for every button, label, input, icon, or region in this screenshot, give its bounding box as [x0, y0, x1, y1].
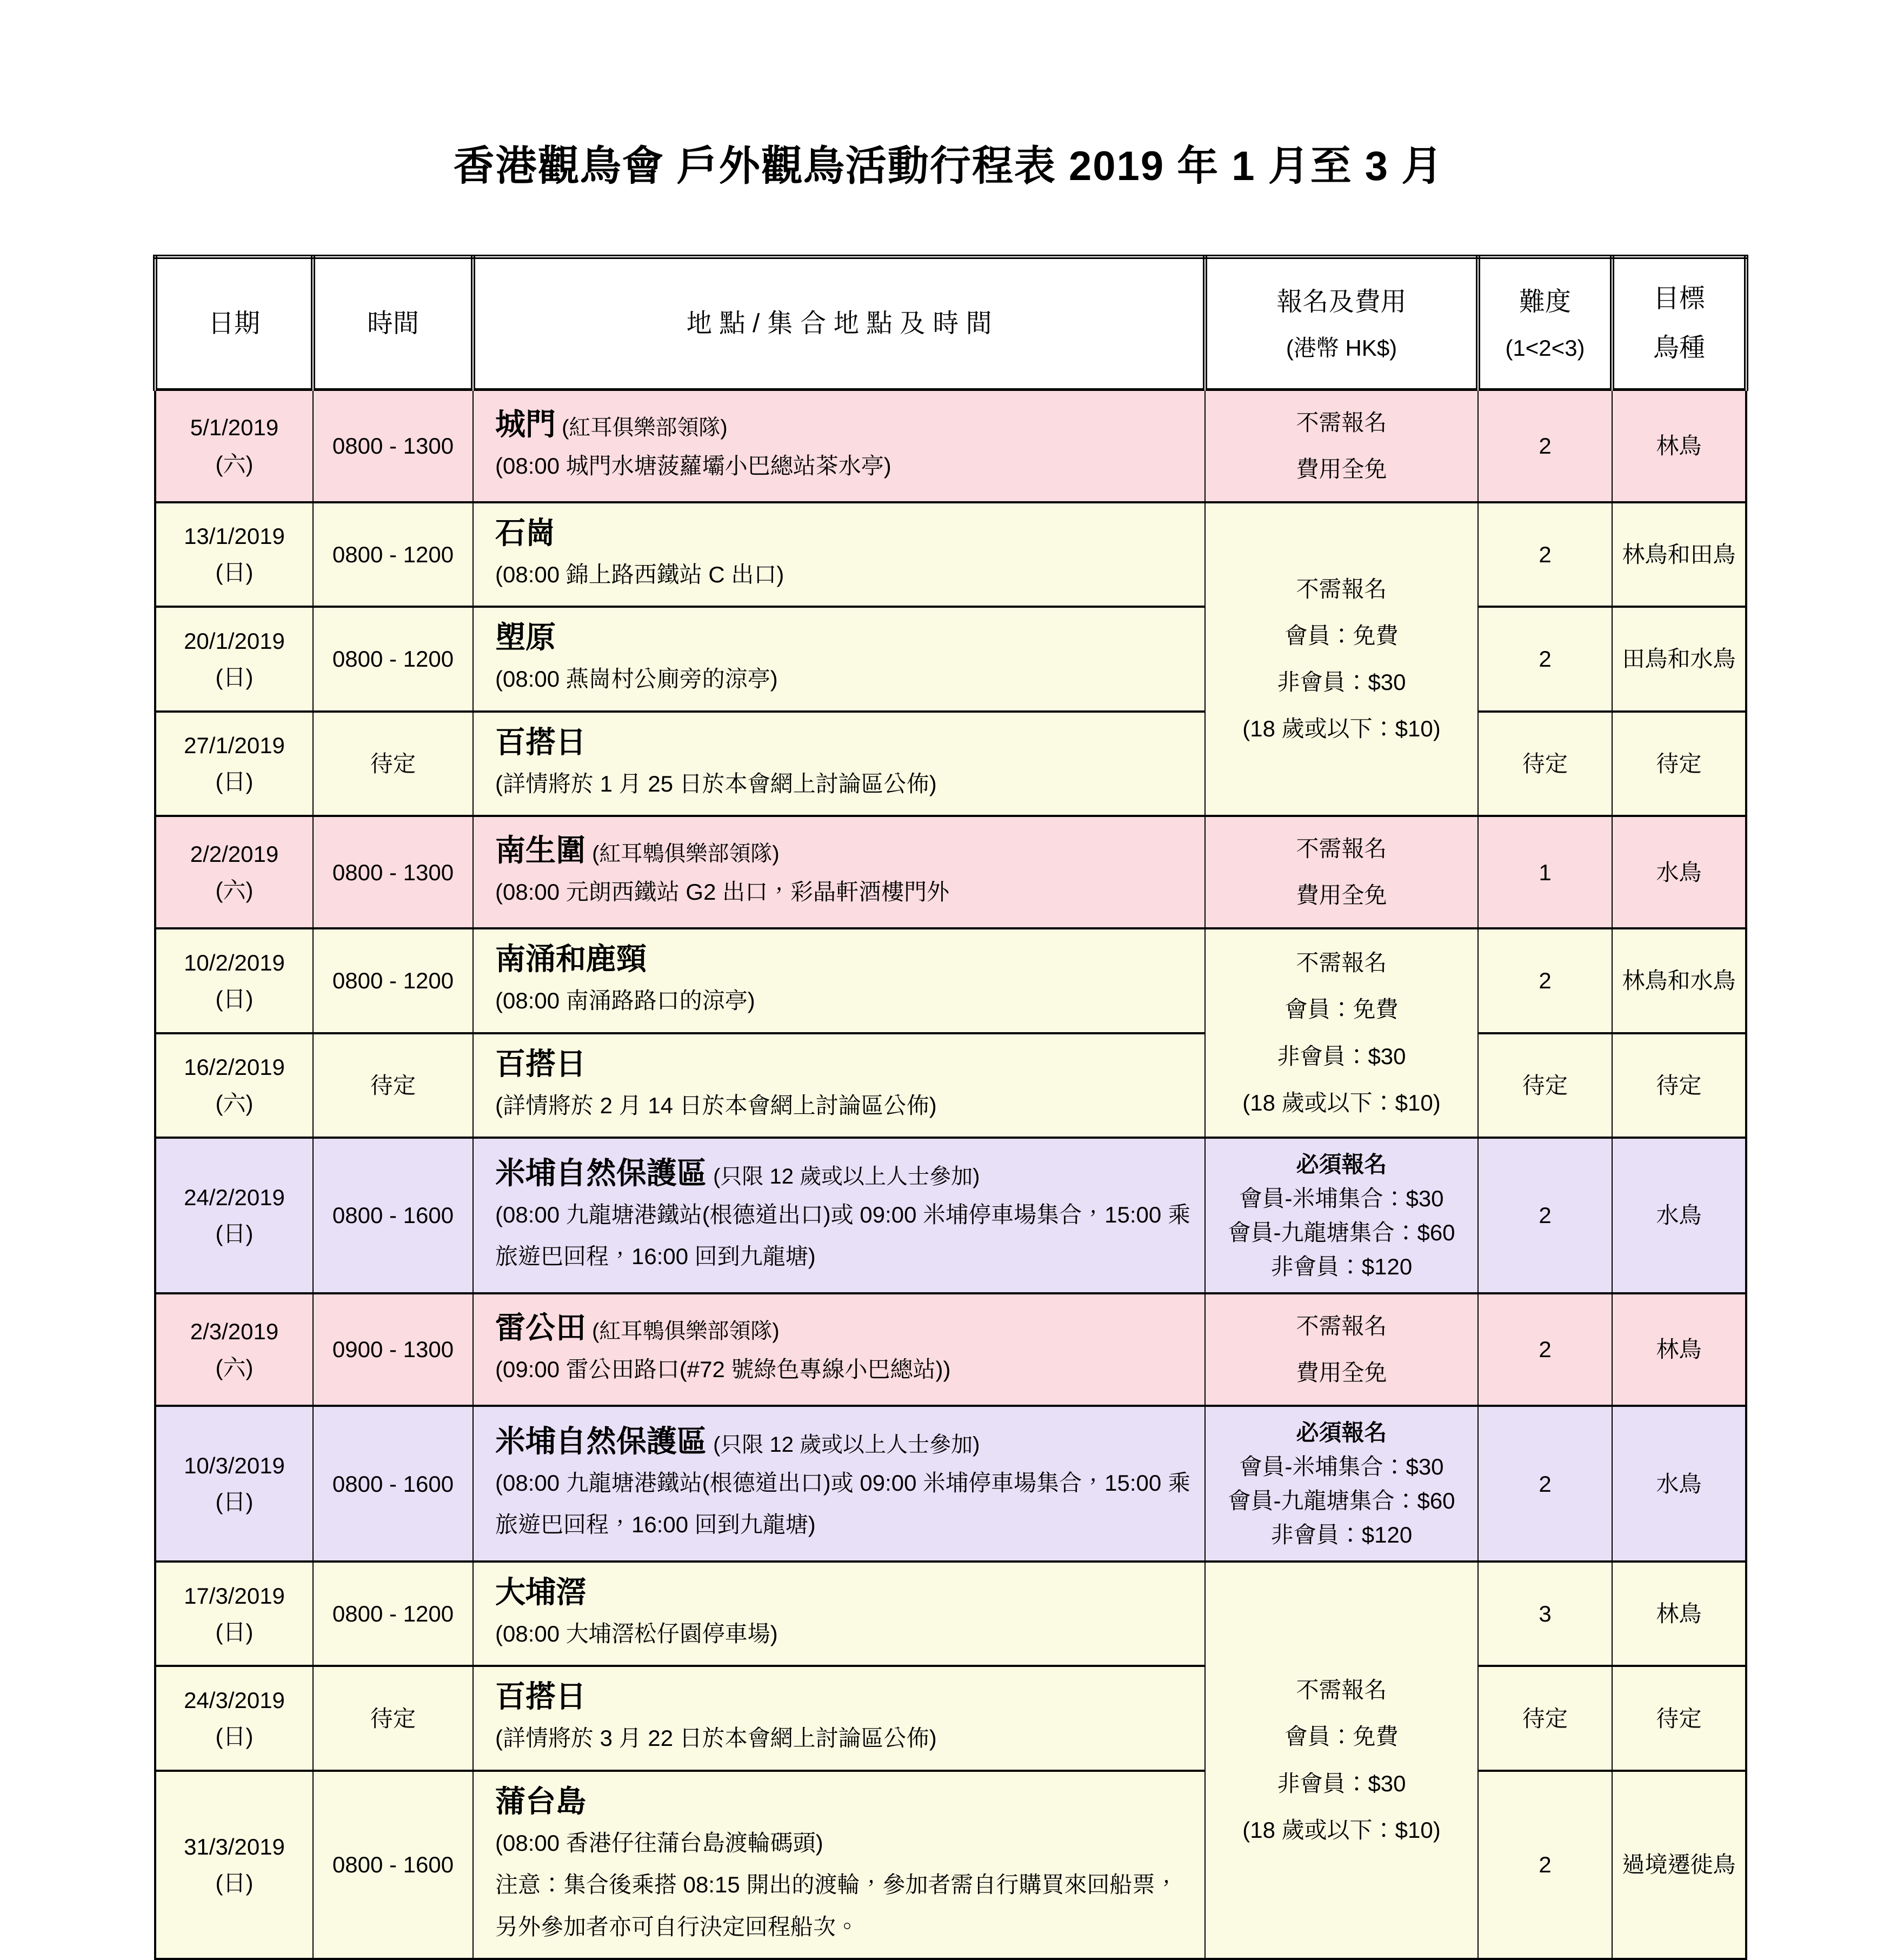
time-cell: 0800 - 1600 [313, 1406, 473, 1562]
event-location [495, 1783, 1190, 1821]
bird-type-cell: 林鳥 [1612, 1562, 1746, 1666]
table-row [155, 1406, 1746, 1562]
fee-cell [1205, 816, 1478, 928]
column-header-bird-type [1612, 257, 1746, 389]
event-weekday: (日) [215, 1870, 254, 1896]
time-cell: 0800 - 1300 [313, 816, 473, 928]
event-location [495, 514, 1190, 552]
column-header-bird-line2: 鳥種 [1653, 334, 1705, 363]
column-header-time-label: 時間 [367, 309, 419, 338]
fee-line: 費用全免 [1296, 456, 1387, 482]
location-cell [473, 389, 1205, 502]
fee-line: 非會員：$30 [1277, 1770, 1406, 1796]
table-row [155, 816, 1746, 928]
table-row [155, 928, 1746, 1033]
location-cell [473, 1406, 1205, 1562]
location-cell [473, 607, 1205, 711]
event-weekday: (六) [215, 878, 254, 903]
time-cell: 0800 - 1200 [313, 928, 473, 1033]
schedule-table-body [155, 389, 1746, 1959]
time-cell: 0800 - 1600 [313, 1138, 473, 1293]
fee-line: (18 歲或以下：$10) [1242, 715, 1441, 741]
date-cell [155, 712, 313, 816]
column-header-difficulty-label: 難度 [1519, 287, 1571, 316]
event-weekday: (六) [215, 451, 254, 477]
fee-line: 費用全免 [1296, 882, 1387, 908]
fee-cell [1205, 1406, 1478, 1562]
location-cell [473, 928, 1205, 1033]
location-cell [473, 502, 1205, 607]
location-cell [473, 816, 1205, 928]
difficulty-cell: 待定 [1478, 712, 1612, 816]
column-header-date-label: 日期 [208, 309, 260, 338]
date-cell [155, 607, 313, 711]
fee-line: 必須報名 [1296, 1151, 1387, 1177]
page-title: 香港觀鳥會 戶外觀鳥活動行程表 2019 年 1 月至 3 月 [453, 143, 1444, 189]
event-meeting-detail: (08:00 元朗西鐵站 G2 出口，彩晶軒酒樓門外 [495, 879, 950, 905]
schedule-table-header [155, 257, 1746, 389]
event-meeting-detail: (詳情將於 1 月 25 日於本會網上討論區公佈) [495, 770, 937, 796]
event-meeting-detail: (08:00 城門水塘菠蘿壩小巴總站茶水亭) [495, 453, 891, 479]
event-weekday: (日) [215, 1724, 254, 1750]
time-cell: 待定 [313, 712, 473, 816]
fee-line: (18 歲或以下：$10) [1242, 1089, 1441, 1115]
event-weekday: (六) [215, 1091, 254, 1117]
event-date: 2/2/2019 [190, 841, 279, 867]
event-location-name: 城門 [495, 407, 556, 441]
fee-line: 會員-九龍塘集合：$60 [1228, 1488, 1455, 1514]
location-cell [473, 1033, 1205, 1138]
event-meeting-detail: (詳情將於 2 月 14 日於本會網上討論區公佈) [495, 1092, 937, 1118]
fee-cell [1205, 1293, 1478, 1406]
fee-line: 不需報名 [1296, 1313, 1387, 1339]
fee-line: 會員-米埔集合：$30 [1239, 1185, 1444, 1211]
event-weekday: (日) [215, 1619, 254, 1645]
event-location [495, 1154, 1190, 1192]
event-meeting-detail: (詳情將於 3 月 22 日於本會網上討論區公佈) [495, 1725, 937, 1751]
bird-type-cell: 林鳥 [1612, 389, 1746, 502]
column-header-fee [1205, 257, 1478, 389]
fee-line: 非會員：$120 [1270, 1522, 1413, 1548]
table-row [155, 1771, 1746, 1959]
fee-line: 會員-九龍塘集合：$60 [1228, 1219, 1455, 1245]
fee-cell [1205, 928, 1478, 1138]
event-location-name: 百搭日 [495, 1046, 586, 1081]
event-leader-note: (紅耳鵯俱樂部領隊) [586, 842, 780, 866]
column-header-fee-currency: (港幣 HK$) [1286, 335, 1397, 361]
fee-line: 會員：免費 [1284, 622, 1399, 648]
table-row [155, 502, 1746, 607]
difficulty-cell: 2 [1478, 502, 1612, 607]
event-date: 2/3/2019 [190, 1318, 279, 1344]
event-meeting-detail: 注意：集合後乘搭 08:15 開出的渡輪，參加者需自行購買來回船票， [495, 1872, 1178, 1898]
event-weekday: (六) [215, 1354, 254, 1380]
table-row [155, 1138, 1746, 1293]
event-meeting-detail: (09:00 雷公田路口(#72 號綠色專線小巴總站)) [495, 1357, 951, 1383]
event-meeting-detail: 旅遊巴回程，16:00 回到九龍塘) [495, 1512, 816, 1538]
bird-type-cell: 過境遷徙鳥 [1612, 1771, 1746, 1959]
fee-line: 會員：免費 [1284, 1724, 1399, 1750]
event-date: 10/2/2019 [184, 949, 285, 975]
location-cell [473, 1138, 1205, 1293]
difficulty-cell: 2 [1478, 1406, 1612, 1562]
location-cell [473, 1293, 1205, 1406]
difficulty-cell: 2 [1478, 1771, 1612, 1959]
location-cell [473, 1771, 1205, 1959]
event-location [495, 406, 1190, 443]
event-location [495, 1309, 1190, 1347]
schedule-table [153, 255, 1748, 1960]
time-cell: 0800 - 1200 [313, 607, 473, 711]
fee-line: 不需報名 [1296, 576, 1387, 602]
event-date: 13/1/2019 [184, 523, 285, 549]
column-header-fee-label: 報名及費用 [1276, 287, 1407, 316]
fee-cell [1205, 1562, 1478, 1959]
column-header-bird-line1: 目標 [1653, 284, 1705, 314]
event-leader-note: (紅耳俱樂部領隊) [556, 415, 728, 440]
column-header-difficulty-scale: (1<2<3) [1505, 335, 1585, 361]
bird-type-cell: 待定 [1612, 1666, 1746, 1770]
time-cell: 0800 - 1200 [313, 1562, 473, 1666]
fee-line: (18 歲或以下：$10) [1242, 1817, 1441, 1843]
difficulty-cell: 2 [1478, 928, 1612, 1033]
time-cell: 0800 - 1600 [313, 1771, 473, 1959]
event-location [495, 1045, 1190, 1083]
location-cell [473, 1562, 1205, 1666]
bird-type-cell: 待定 [1612, 712, 1746, 816]
date-cell [155, 1138, 313, 1293]
fee-cell [1205, 1138, 1478, 1293]
table-row [155, 1666, 1746, 1770]
event-location [495, 1678, 1190, 1716]
location-cell [473, 712, 1205, 816]
event-weekday: (日) [215, 769, 254, 795]
event-meeting-detail: (08:00 九龍塘港鐵站(根德道出口)或 09:00 米埔停車場集合，15:00 乘 [495, 1201, 1190, 1227]
event-meeting-detail: (08:00 香港仔往蒲台島渡輪碼頭) [495, 1830, 823, 1856]
event-meeting-detail: (08:00 九龍塘港鐵站(根德道出口)或 09:00 米埔停車場集合，15:00 乘 [495, 1470, 1190, 1496]
event-location [495, 723, 1190, 761]
fee-line: 必須報名 [1296, 1420, 1387, 1446]
event-location-name: 石崗 [495, 515, 556, 550]
event-date: 5/1/2019 [190, 415, 279, 441]
date-cell [155, 502, 313, 607]
event-date: 20/1/2019 [184, 628, 285, 654]
event-location-name: 百搭日 [495, 1679, 586, 1714]
table-row [155, 607, 1746, 711]
event-leader-note: (只限 12 歲或以上人士參加) [707, 1164, 980, 1188]
time-cell: 待定 [313, 1666, 473, 1770]
bird-type-cell: 田鳥和水鳥 [1612, 607, 1746, 711]
event-location-name: 蒲台島 [495, 1784, 586, 1818]
difficulty-cell: 2 [1478, 607, 1612, 711]
header-row [155, 257, 1746, 389]
event-date: 24/2/2019 [184, 1184, 285, 1210]
event-date: 16/2/2019 [184, 1054, 285, 1080]
event-date: 10/3/2019 [184, 1452, 285, 1478]
event-weekday: (日) [215, 560, 254, 586]
table-row [155, 712, 1746, 816]
bird-type-cell: 林鳥和水鳥 [1612, 928, 1746, 1033]
date-cell [155, 1666, 313, 1770]
date-cell [155, 928, 313, 1033]
difficulty-cell: 2 [1478, 389, 1612, 502]
difficulty-cell: 2 [1478, 1138, 1612, 1293]
event-location-name: 塱原 [495, 620, 556, 655]
event-weekday: (日) [215, 1220, 254, 1246]
event-location-name: 南涌和鹿頸 [495, 942, 647, 976]
event-meeting-detail: (08:00 南涌路路口的涼亭) [495, 988, 755, 1014]
event-date: 17/3/2019 [184, 1583, 285, 1609]
event-meeting-detail: (08:00 大埔滘松仔園停車場) [495, 1621, 778, 1647]
date-cell [155, 1406, 313, 1562]
event-location [495, 619, 1190, 656]
column-header-location [473, 257, 1205, 389]
difficulty-cell: 2 [1478, 1293, 1612, 1406]
event-location [495, 832, 1190, 869]
document-page [153, 0, 1744, 1960]
date-cell [155, 816, 313, 928]
fee-line: 不需報名 [1296, 1677, 1387, 1703]
date-cell [155, 1293, 313, 1406]
time-cell: 0800 - 1300 [313, 389, 473, 502]
event-location-name: 百搭日 [495, 725, 586, 759]
fee-line: 非會員：$30 [1277, 669, 1406, 695]
event-leader-note: (只限 12 歲或以上人士參加) [707, 1432, 980, 1457]
event-date: 24/3/2019 [184, 1687, 285, 1713]
event-meeting-detail: 另外參加者亦可自行決定回程船次。 [495, 1914, 859, 1939]
bird-type-cell: 待定 [1612, 1033, 1746, 1138]
fee-line: 不需報名 [1296, 950, 1387, 976]
column-header-date [155, 257, 313, 389]
fee-line: 會員-米埔集合：$30 [1239, 1454, 1444, 1480]
difficulty-cell: 待定 [1478, 1666, 1612, 1770]
event-meeting-detail: 旅遊巴回程，16:00 回到九龍塘) [495, 1243, 816, 1269]
fee-line: 非會員：$30 [1277, 1043, 1406, 1069]
fee-line: 不需報名 [1296, 835, 1387, 861]
event-location [495, 940, 1190, 978]
time-cell: 待定 [313, 1033, 473, 1138]
table-row [155, 1033, 1746, 1138]
date-cell [155, 1562, 313, 1666]
event-location-name: 大埔滘 [495, 1575, 586, 1610]
event-location-name: 雷公田 [495, 1311, 586, 1345]
event-location [495, 1423, 1190, 1460]
table-row [155, 389, 1746, 502]
event-leader-note: (紅耳鵯俱樂部領隊) [586, 1319, 780, 1344]
column-header-difficulty [1478, 257, 1612, 389]
event-location-name: 米埔自然保護區 [495, 1424, 707, 1458]
fee-line: 費用全免 [1296, 1359, 1387, 1385]
difficulty-cell: 待定 [1478, 1033, 1612, 1138]
table-row [155, 1293, 1746, 1406]
fee-line: 會員：免費 [1284, 996, 1399, 1022]
event-weekday: (日) [215, 1489, 254, 1515]
difficulty-cell: 1 [1478, 816, 1612, 928]
fee-cell [1205, 389, 1478, 502]
fee-line: 非會員：$120 [1270, 1253, 1413, 1279]
column-header-time [313, 257, 473, 389]
fee-line: 不需報名 [1296, 409, 1387, 435]
time-cell: 0800 - 1200 [313, 502, 473, 607]
fee-cell [1205, 502, 1478, 816]
bird-type-cell: 水鳥 [1612, 1406, 1746, 1562]
bird-type-cell: 林鳥和田鳥 [1612, 502, 1746, 607]
location-cell [473, 1666, 1205, 1770]
event-location [495, 1573, 1190, 1611]
time-cell: 0900 - 1300 [313, 1293, 473, 1406]
date-cell [155, 389, 313, 502]
table-row [155, 1562, 1746, 1666]
event-weekday: (日) [215, 986, 254, 1012]
event-meeting-detail: (08:00 燕崗村公廁旁的涼亭) [495, 666, 778, 692]
bird-type-cell: 水鳥 [1612, 1138, 1746, 1293]
bird-type-cell: 林鳥 [1612, 1293, 1746, 1406]
event-location-name: 米埔自然保護區 [495, 1155, 707, 1190]
event-meeting-detail: (08:00 錦上路西鐵站 C 出口) [495, 561, 784, 587]
event-weekday: (日) [215, 664, 254, 690]
date-cell [155, 1771, 313, 1959]
event-date: 27/1/2019 [184, 733, 285, 759]
event-location-name: 南生圍 [495, 833, 586, 868]
event-date: 31/3/2019 [184, 1833, 285, 1859]
date-cell [155, 1033, 313, 1138]
bird-type-cell: 水鳥 [1612, 816, 1746, 928]
difficulty-cell: 3 [1478, 1562, 1612, 1666]
column-header-location-label: 地 點 / 集 合 地 點 及 時 間 [686, 309, 992, 338]
